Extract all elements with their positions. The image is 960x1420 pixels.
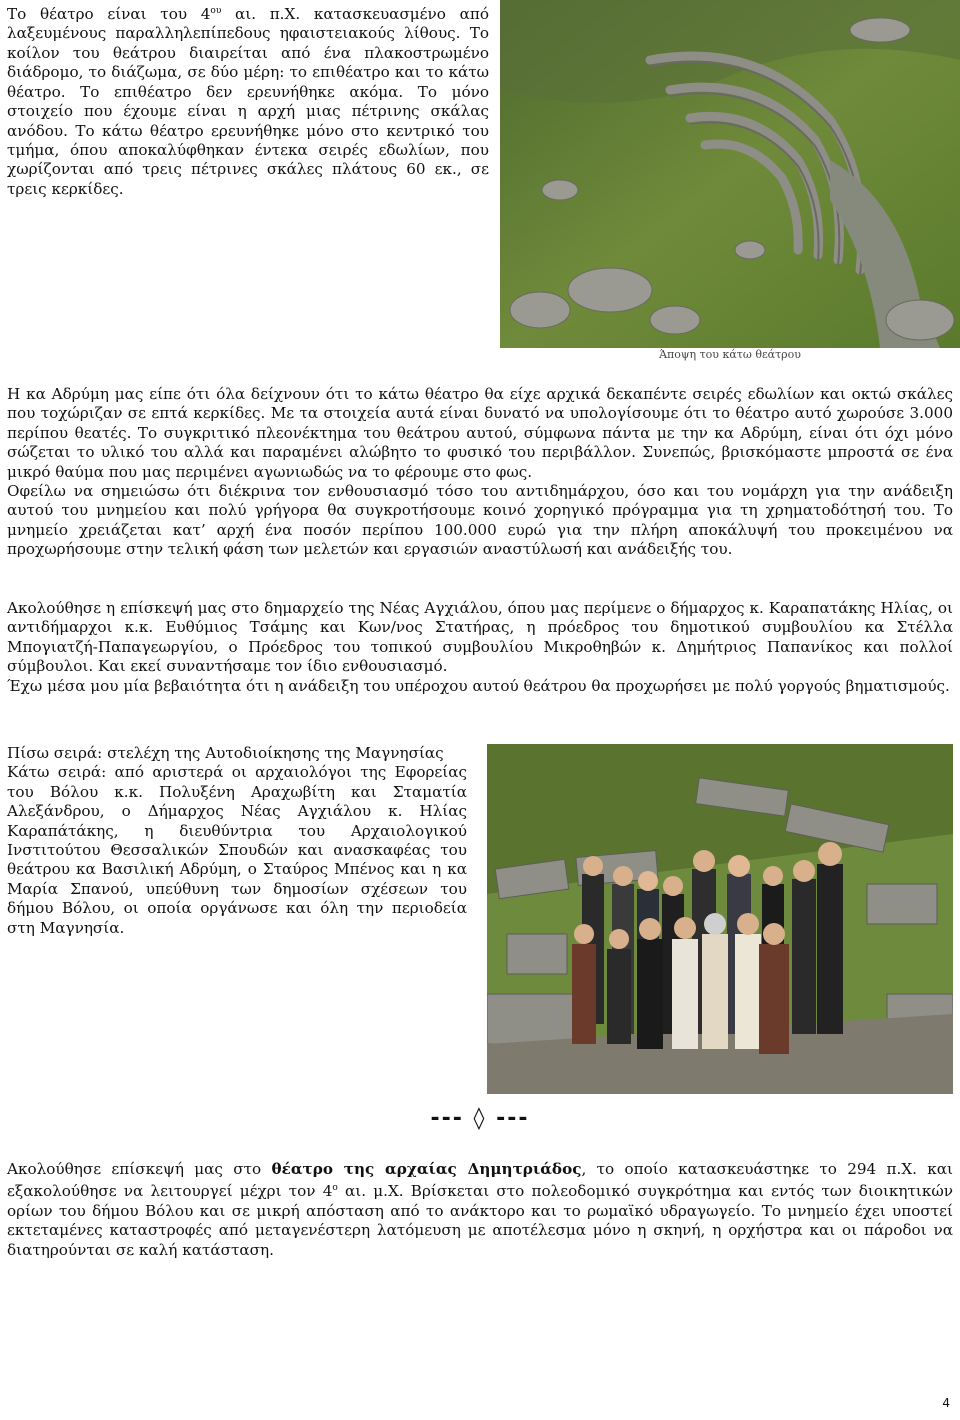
paragraph: Η κα Αδρύμη μας είπε ότι όλα δείχνουν ότι το κάτω θέατρο θα είχε αρχικά δεκαπέντε σειρές εδωλίων και οκτώ σκάλες που τοχώριζαν σε επτά κερκίδες. Με τα στοιχεία αυτά είναι δυνατό να υπολογίσουμε ότι το θέατρο αυτό χωρούσε 3.000 περίπου θεατές. Το συγκριτικό πλεονέκτημα του θεάτρου αυτού, σύμφωνα πάντα με την κα Αδρύμη, είναι ότι όχι μόνο σώζεται το υλικό του αλλά και παραμένει αλώβητο το φυσικό του περιβάλλον. Συνεπώς, βρισκόμαστε μπροστά σε ένα μικρό θαύμα που μας περιμένει αγωνιωδώς να το φέρουμε στο φως. — [7, 385, 953, 481]
page-number: 4 — [942, 1396, 950, 1410]
demetrias-text-d: αι. μ.Χ. Βρίσκεται στο πολεοδομικό συγκρότημα και εντός των διοικητικών ορίων του δήμου Βόλου και σε μικρή απόσταση από το ανάκτορο και το ρωμαϊκό υδραγωγείο. Το μνημείο έχει υποστεί εκτεταμένες καταστροφές από μεταγενέστερη λατόμευση με αποτέλεσμα μόνο η σκηνή, η ορχήστρα και οι πάροδοι να διατηρούνται σε καλή κατάσταση. — [7, 1182, 953, 1259]
demetrias-bold-title: θέατρο της αρχαίας Δημητριάδος — [271, 1160, 582, 1178]
paragraph: Πίσω σειρά: στελέχη της Αυτοδιοίκησης της Μαγνησίας — [7, 744, 444, 762]
group-photo — [487, 744, 953, 1094]
intro-superscript: ου — [210, 6, 222, 16]
paragraph: Οφείλω να σημειώσω ότι διέκρινα τον ενθουσιασμό τόσο του αντιδημάρχου, όσο και του νομάρχη για την ανάδειξη αυτού του μνημείου και πολύ γρήγορα θα συγκροτήσουμε κοινό χορηγικό πρόγραμμα για τη χρηματοδότησή του. Το μνημείο χρειάζεται κατ’ αρχή ένα ποσόν περίπου 100.000 ευρώ για την πλήρη αποκάλυψή του προκειμένου να προχωρήσουμε στην τελική φάση των μελετών και εργασιών αναστύλωσή και ανάδειξής του. — [7, 482, 953, 559]
demetrias-text-a: Ακολούθησε επίσκεψή μας στο — [7, 1160, 272, 1178]
photo-caption: Άποψη του κάτω θεάτρου — [659, 348, 801, 361]
group-photo-description — [7, 744, 467, 938]
section-three — [7, 599, 953, 696]
demetrias-superscript: ο — [332, 1183, 338, 1194]
paragraph: Έχω μέσα μου μία βεβαιότητα ότι η ανάδειξη του υπέροχου αυτού θεάτρου θα προχωρήσει με πολύ γοργούς βηματισμούς. — [7, 676, 950, 695]
section-divider: --- ◊ --- — [430, 1106, 530, 1131]
paragraph: Ακολούθησε η επίσκεψή μας στο δημαρχείο της Νέας Αγχιάλου, όπου μας περίμενε ο δήμαρχος κ. Καραπατάκης Ηλίας, οι αντιδήμαρχοι κ.κ. Ευθύμιος Τσάμης και Κων/νος Στατήρας, η πρόεδρος του δημοτικού συμβουλίου κα Στέλλα Μπογιατζή-Παπαγεωργίου, ο Πρόεδρος του τοπικού συμβουλίου Μικροθηβών κ. Δημήτριος Παπανίκος και πολλοί σύμβουλοι. Και εκεί συναντήσαμε τον ίδιο ενθουσιασμό. — [7, 599, 953, 676]
intro-text-2: αι. π.Χ. κατασκευασμένο από λαξευμένους παραλληλεπίπεδους ηφαιστειακούς λίθους. Το κοίλον του θεάτρου διαιρείται από ένα πλακοστρωμένο διάδρομο, το διάζωμα, σε δύο μέρη: το επιθέατρο και το κάτω θέατρο. Το επιθέατρο δεν ερευνήθηκε ακόμα. Το μόνο στοιχείο που έχουμε είναι η αρχή μιας πέτρινης σκάλας ανόδου. Το κάτω θέατρο ερευνήθηκε μόνο στο κεντρικό του τμήμα, όπου αποκαλύφθηκαν έντεκα σειρές εδωλίων, που χωρίζονται από τρεις πέτρινες σκάλες πλάτους 60 εκ., σε τρεις κερκίδες. — [7, 5, 489, 198]
intro-paragraph — [7, 2, 489, 199]
intro-text-1: Το θέατρο είναι του 4 — [7, 5, 211, 24]
paragraph: Κάτω σειρά: από αριστερά οι αρχαιολόγοι της Εφορείας του Βόλου κ.κ. Πολυξένη Αραχωβίτη και Σταματία Αλεξάνδρου, ο Δήμαρχος Νέας Αγχιάλου κ. Ηλίας Καραπάτάκης, η διευθύντρια του Αρχαιολογικού Ινστιτούτου Θεσσαλικών Σπουδών και ανασκαφέας του θεάτρου κα Βασιλική Αδρύμη, ο Σταύρος Μπένος και η κα Μαρία Σπανού, υπεύθυνη των δημοσίων σχέσεων του δήμου Βόλου, οι οποία οργάνωσε και όλη την περιοδεία στη Μαγνησία. — [7, 763, 467, 937]
section-two — [7, 385, 953, 560]
demetrias-paragraph — [7, 1160, 953, 1260]
demetrias-text-c: , το οποίο κατασκευάστηκε το 294 π.Χ. και εξακολούθησε να λειτουργεί μέχρι τον 4 — [7, 1160, 954, 1201]
theatre-photo — [500, 0, 960, 348]
